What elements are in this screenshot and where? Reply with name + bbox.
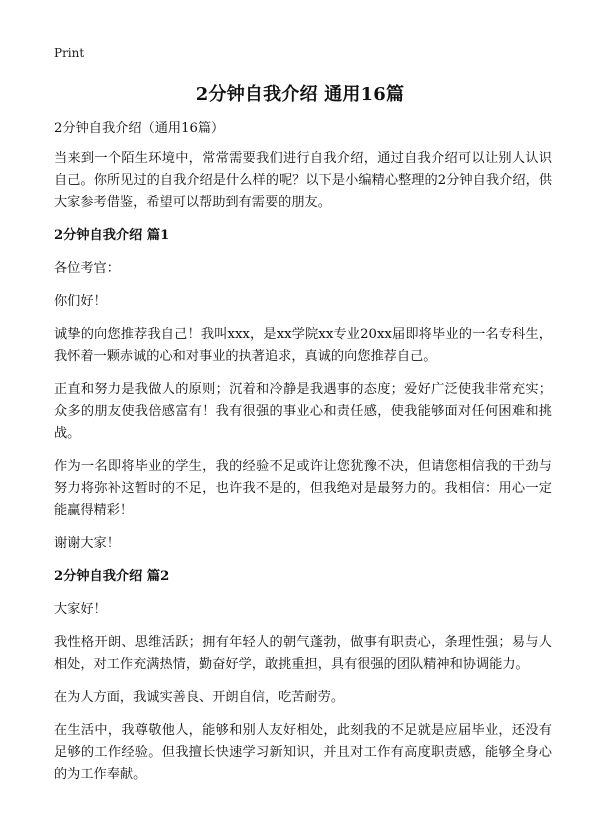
section-heading-2: 2分钟自我介绍 篇2 (54, 569, 170, 584)
section1-paragraph: 作为一名即将毕业的学生，我的经验不足或许让您犹豫不决，但请您相信我的干劲与努力将弥补这暂时的不足，也许我不是的，但我绝对是最努力的。我相信：用心一定能赢得精彩！ (54, 459, 552, 518)
section2-paragraph: 在为人方面，我诚实善良、开朗自信，吃苦耐劳。 (54, 690, 345, 705)
document-subtitle: 2分钟自我介绍（通用16篇） (54, 121, 225, 136)
document-title: 2分钟自我介绍 通用16篇 (195, 84, 405, 105)
section2-paragraph: 在生活中，我尊敬他人，能够和别人友好相处，此刻我的不足就是应届毕业，还没有足够的工作经验。但我擅长快速学习新知识，并且对工作有高度职责感，能够全身心的为工作奉献。 (54, 723, 552, 782)
section2-paragraph: 大家好！ (54, 602, 107, 617)
section1-paragraph: 各位考官： (54, 261, 120, 276)
section1-paragraph: 诚挚的向您推荐我自己！我叫xxx，是xx学院xx专业20xx届即将毕业的一名专科生，我怀着一颗赤诚的心和对事业的执著追求，真诚的向您推荐自己。 (54, 327, 552, 364)
intro-paragraph: 当来到一个陌生环境中，常常需要我们进行自我介绍，通过自我介绍可以让别人认识自己。你所见过的自我介绍是什么样的呢？以下是小编精心整理的2分钟自我介绍，供大家参考借鉴，希望可以帮助到有需要的朋友。 (54, 151, 552, 210)
print-label: Print (54, 46, 85, 60)
section1-paragraph: 正直和努力是我做人的原则；沉着和冷静是我遇事的态度；爱好广泛使我非常充实；众多的朋友使我倍感富有！我有很强的事业心和责任感，使我能够面对任何困难和挑战。 (54, 382, 552, 441)
section1-paragraph: 谢谢大家！ (54, 536, 120, 551)
section2-paragraph: 我性格开朗、思维活跃；拥有年轻人的朝气蓬勃，做事有职责心，条理性强；易与人相处，对工作充满热情，勤奋好学，敢挑重担，具有很强的团队精神和协调能力。 (54, 635, 552, 672)
section1-paragraph: 你们好！ (54, 294, 107, 309)
document-body (54, 118, 552, 797)
section-heading-1: 2分钟自我介绍 篇1 (54, 228, 170, 243)
